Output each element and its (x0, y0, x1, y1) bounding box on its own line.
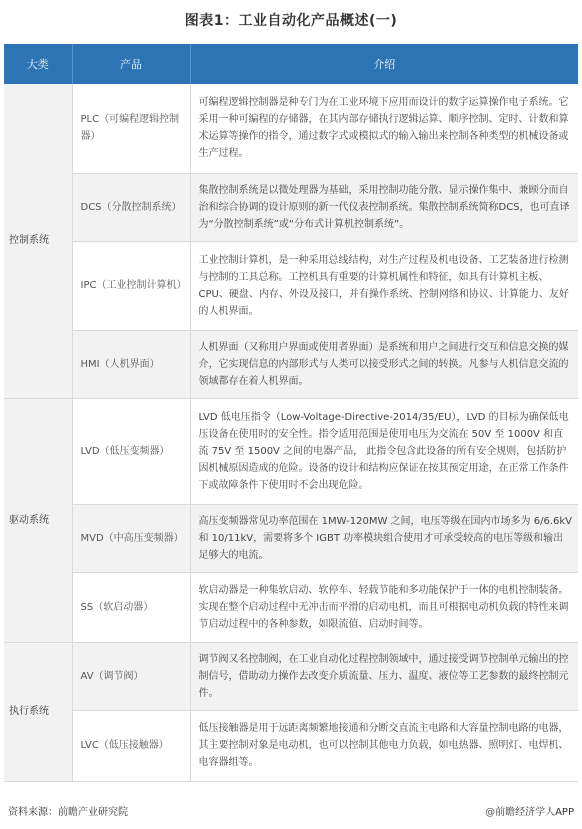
product-cell: LVD（低压变频器） (72, 398, 190, 504)
table-row (4, 504, 578, 572)
product-cell: PLC（可编程逻辑控制器） (72, 84, 190, 173)
table-row (4, 398, 578, 504)
product-cell: IPC（工业控制计算机） (72, 241, 190, 330)
category-cell-control: 控制系统 (4, 84, 72, 398)
at-sign-icon: @ (485, 807, 496, 818)
product-overview-table (4, 44, 578, 782)
product-cell: AV（调节阀） (72, 642, 190, 710)
header-intro: 介绍 (190, 44, 578, 84)
table-row (4, 241, 578, 330)
description-cell: 人机界面（又称用户界面或使用者界面）是系统和用户之间进行交互和信息交换的媒介，它实现信息的内部形式与人类可以接受形式之间的转换。凡参与人机信息交流的领域都存在着人机界面。 (190, 330, 578, 398)
product-cell: DCS（分散控制系统） (72, 173, 190, 241)
app-name: 前瞻经济学人APP (495, 807, 574, 818)
product-cell: HMI（人机界面） (72, 330, 190, 398)
app-credit (485, 803, 574, 818)
description-cell: 集散控制系统是以微处理器为基础，采用控制功能分散、显示操作集中、兼顾分而自治和综合协调的设计原则的新一代仪表控制系统。集散控制系统简称DCS，也可直译为“分散控制系统”或“分布式计算机控制系统”。 (190, 173, 578, 241)
description-cell: 工业控制计算机，是一种采用总线结构，对生产过程及机电设备、工艺装备进行检测与控制的工具总称。工控机具有重要的计算机属性和特征，如具有计算机主板、CPU、硬盘、内存、外设及接口，并有操作系统、控制网络和协议、计算能力、友好的人机界面。 (190, 241, 578, 330)
table-row (4, 572, 578, 642)
figure-title: 图表1：工业自动化产品概述(一) (184, 13, 398, 29)
description-cell: 高压变频器常见功率范围在 1MW-120MW 之间，电压等级在国内市场多为 6/6.6kV 和 10/11kV，需要将多个 IGBT 功率模块组合使用才可承受较高的电压等级和输出足够大的电流。 (190, 504, 578, 572)
table-header-row (4, 44, 578, 84)
category-cell-drive: 驱动系统 (4, 398, 72, 642)
description-cell: LVD 低电压指令（Low-Voltage-Directive-2014/35/EU），LVD 的目标为确保低电压设备在使用时的安全性。指令适用范围是使用电压为交流在 50V 至 1000V 和直流 75V 至 1500V 之间的电器产品， 此指令包含此设备的所有安全规则，包括防护因机械原因造成的危险。设备的设计和结构应保证在按其预定用途，在正常工作条件下或故障条件下使用时不会出现危险。 (190, 398, 578, 504)
description-cell: 软启动器是一种集软启动、软停车、轻载节能和多功能保护于一体的电机控制装备。实现在整个启动过程中无冲击而平滑的启动电机，而且可根据电动机负载的特性来调节启动过程中的各种参数，如限流值、启动时间等。 (190, 572, 578, 642)
table-row (4, 710, 578, 781)
description-cell: 低压接触器是用于远距离频繁地接通和分断交直流主电路和大容量控制电路的电器，其主要控制对象是电动机，也可以控制其他电力负载，如电热器、照明灯、电焊机、电容器组等。 (190, 710, 578, 781)
product-cell: SS（软启动器） (72, 572, 190, 642)
product-cell: LVC（低压接触器） (72, 710, 190, 781)
table-row (4, 642, 578, 710)
description-cell: 调节阀又名控制阀，在工业自动化过程控制领域中，通过接受调节控制单元输出的控制信号，借助动力操作去改变介质流量、压力、温度、液位等工艺参数的最终控制元件。 (190, 642, 578, 710)
table-row (4, 173, 578, 241)
header-product: 产品 (72, 44, 190, 84)
description-cell: 可编程逻辑控制器是种专门为在工业环境下应用而设计的数字运算操作电子系统。它采用一种可编程的存储器，在其内部存储执行逻辑运算、顺序控制、定时、计数和算术运算等操作的指令，通过数字式或模拟式的输入输出来控制各种类型的机械设备或生产过程。 (190, 84, 578, 173)
source-note: 资料来源：前瞻产业研究院 (8, 807, 128, 818)
footer (4, 801, 578, 821)
header-category: 大类 (4, 44, 72, 84)
table-row (4, 330, 578, 398)
category-cell-execution: 执行系统 (4, 642, 72, 781)
product-cell: MVD（中高压变频器） (72, 504, 190, 572)
table-row (4, 84, 578, 173)
